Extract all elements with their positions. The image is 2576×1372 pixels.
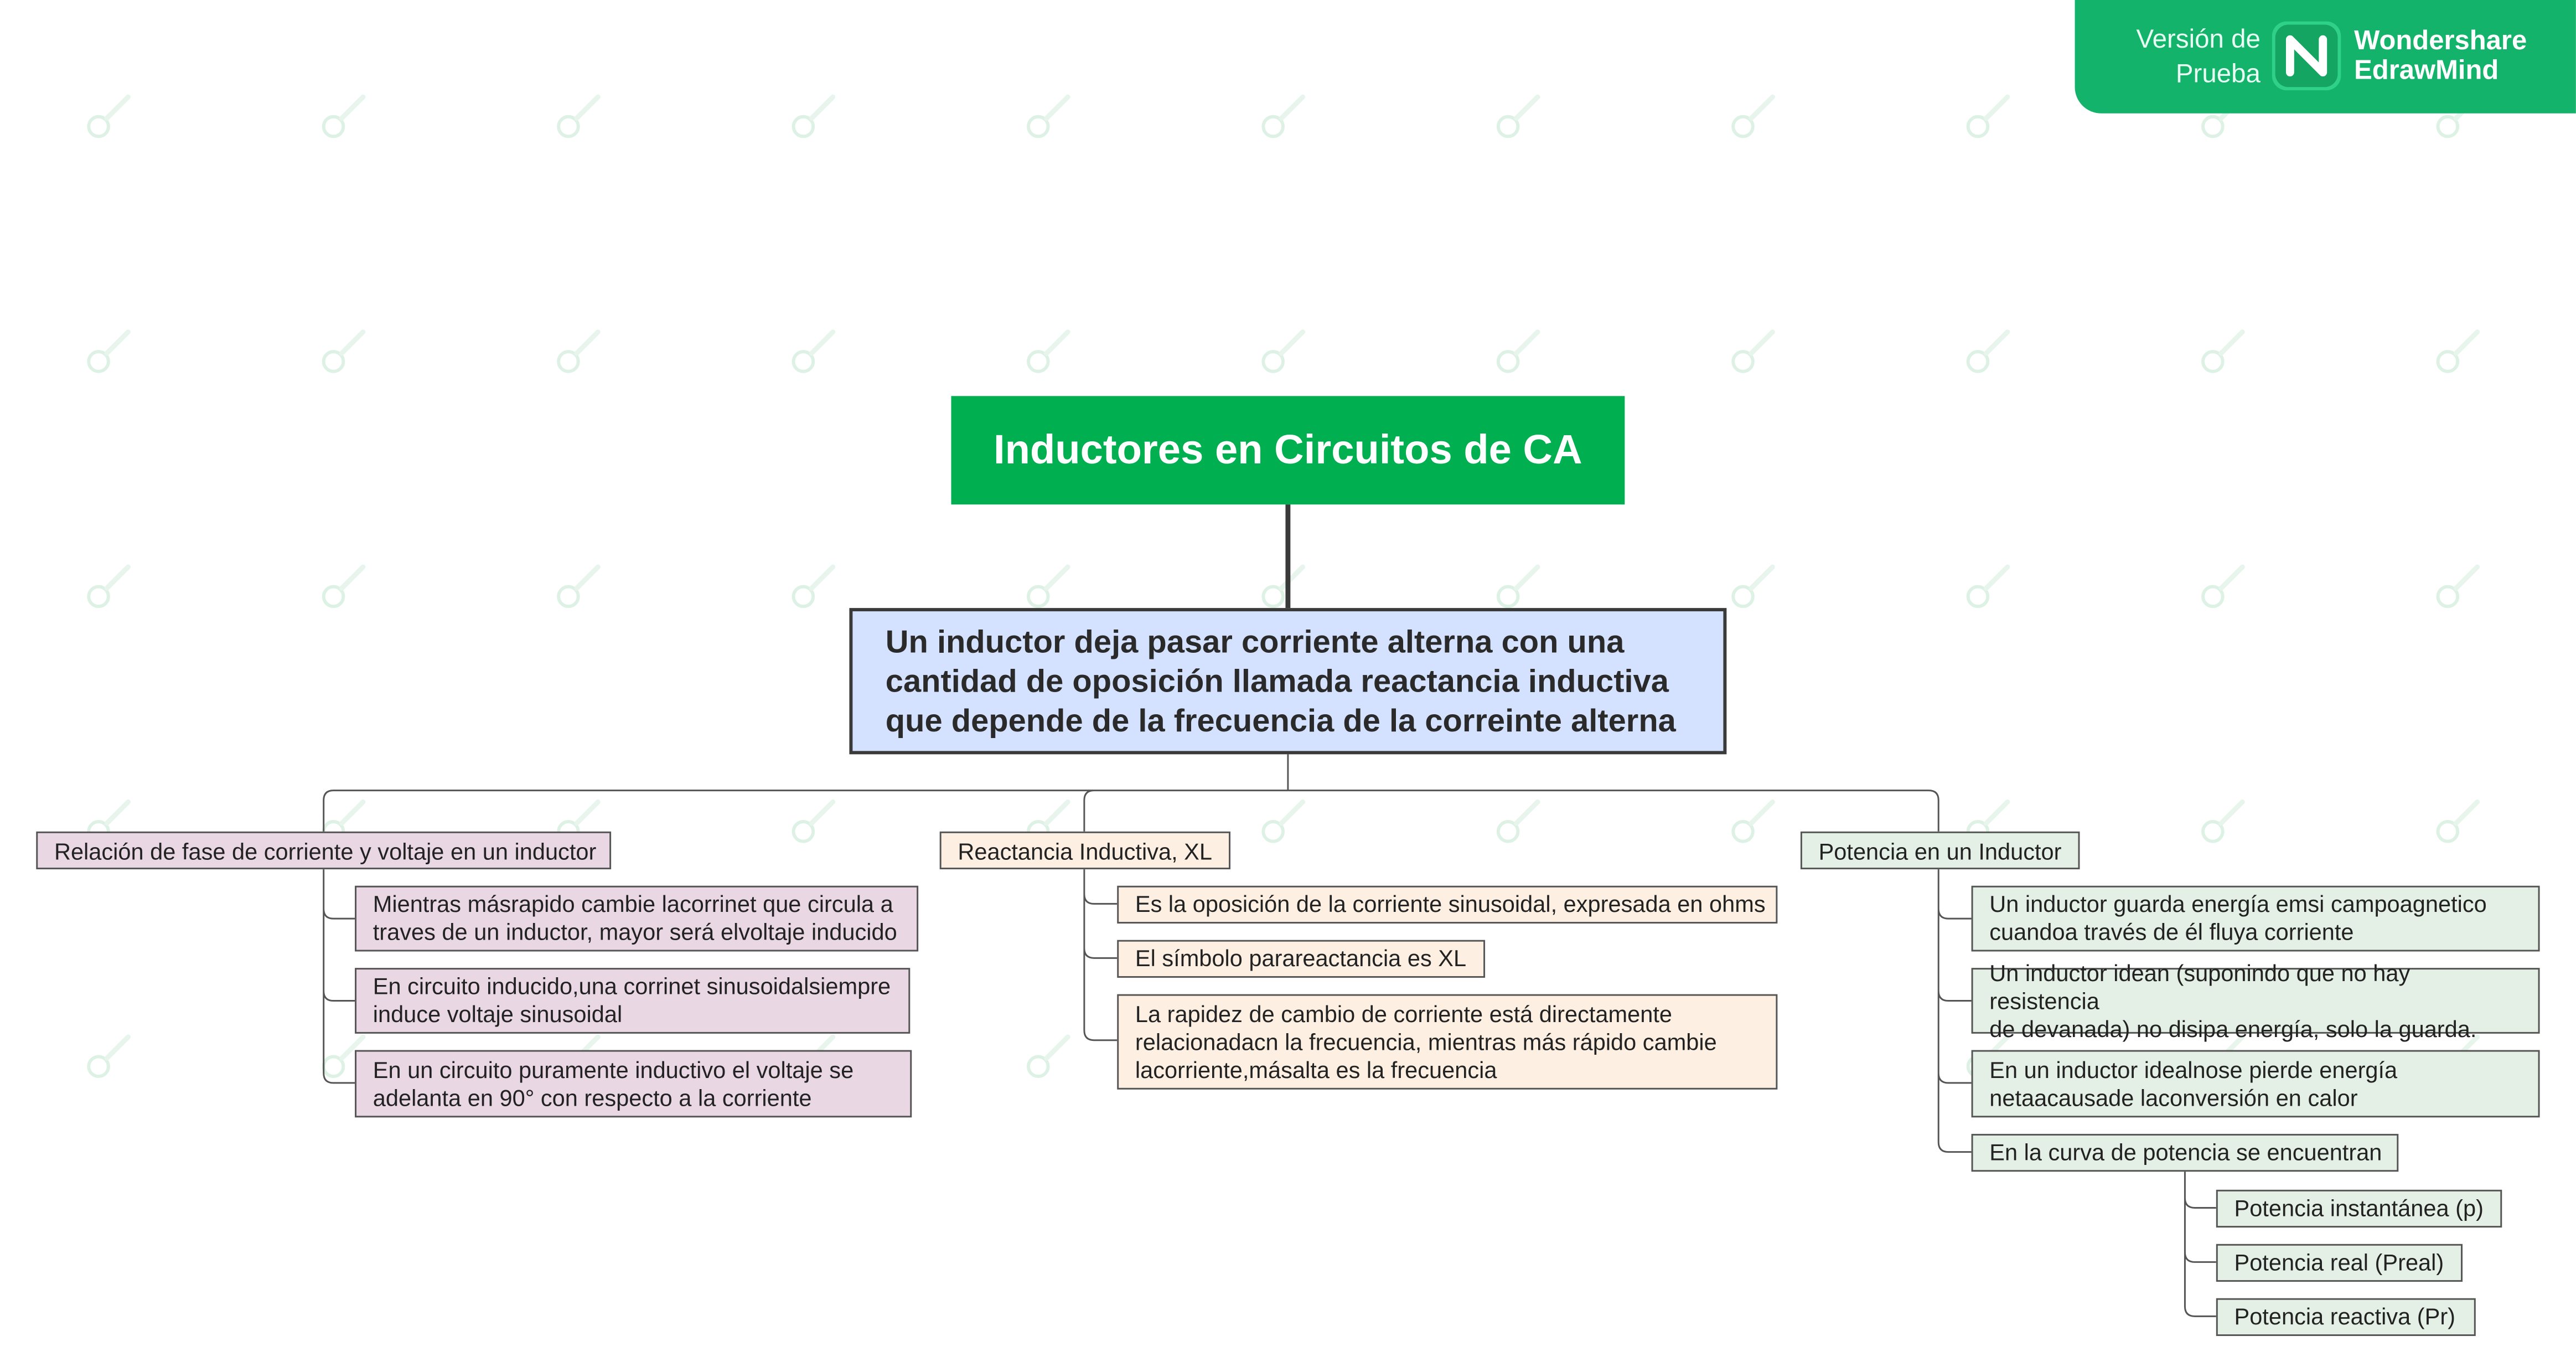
phase-subtopic-2[interactable]: [355, 968, 910, 1034]
subtopic-line: cuandoa través de él fluya corriente: [1989, 919, 2354, 945]
subtopic-line: adelanta en 90° con respecto a la corriente: [373, 1084, 812, 1110]
power-subtopic-1-text: [1989, 891, 2487, 947]
subtopic-line: netaacausade laconversión en calor: [1989, 1084, 2358, 1110]
phase-subtopic-1-text: [373, 891, 897, 947]
branch-bus-line: [324, 754, 1939, 831]
phase-topic[interactable]: [36, 832, 611, 869]
subtopic-line: Un inductor idean (suponindo que no hay resistencia: [1989, 958, 2411, 1013]
brand-name-line: EdrawMind: [2354, 55, 2499, 86]
subtopic-line: induce voltaje sinusoidal: [373, 1000, 623, 1027]
root-title: Inductores en Circuitos de CA: [994, 426, 1582, 473]
subtopic-line: Potencia reactiva (Pr): [2234, 1303, 2456, 1330]
main-idea-line: Un inductor deja pasar corriente alterna con una: [885, 623, 1625, 660]
reactance-topic-label: Reactancia Inductiva, XL: [958, 837, 1213, 864]
subtopic-line: En un circuito puramente inductivo el voltaje se: [373, 1055, 854, 1082]
main-idea-node[interactable]: [849, 608, 1726, 754]
phase-subtopic-3[interactable]: [355, 1050, 912, 1118]
trial-label-line: Prueba: [2175, 60, 2261, 89]
main-idea-text: [886, 622, 1676, 740]
reactance-subtopic-2[interactable]: [1117, 940, 1485, 978]
power-subtopic-2-text: [1989, 959, 2522, 1043]
reactance-topic[interactable]: [940, 832, 1230, 869]
reactance-subtopic-3-text: [1135, 1000, 1717, 1084]
reactance-subtopic-3[interactable]: [1117, 994, 1777, 1090]
reactance-subtopic-1[interactable]: [1117, 886, 1777, 924]
reactance-branch-lines: [1084, 869, 1117, 1040]
power-topic-label: Potencia en un Inductor: [1818, 837, 2062, 864]
brand-name: [2354, 26, 2527, 85]
subtopic-line: Un inductor guarda energía emsi campoagnetico: [1989, 890, 2487, 917]
power-curve-item-real[interactable]: [2216, 1244, 2463, 1282]
main-idea-line: que depende de la frecuencia de la correinte alterna: [885, 702, 1676, 739]
subtopic-line: relacionadacn la frecuencia, mientras más rápido cambie: [1135, 1028, 1717, 1054]
power-curve-lines: [2185, 1170, 2216, 1316]
power-subtopic-3-text: [1989, 1056, 2397, 1112]
subtopic-line: En la curva de potencia se encuentran: [1989, 1138, 2382, 1165]
trial-label: [2104, 23, 2261, 92]
brand-name-line: Wondershare: [2354, 26, 2527, 56]
phase-topic-label: Relación de fase de corriente y voltaje en un inductor: [54, 837, 597, 864]
subtopic-line: Es la oposición de la corriente sinusoidal, expresada en ohms: [1135, 890, 1766, 917]
subtopic-line: traves de un inductor, mayor será elvoltaje inducido: [373, 919, 897, 945]
subtopic-line: Potencia instantánea (p): [2234, 1194, 2484, 1221]
trial-version-badge[interactable]: [2075, 0, 2576, 114]
phase-subtopic-3-text: [373, 1056, 854, 1112]
subtopic-line: En circuito inducido,una corrinet sinusoidalsiempre: [373, 973, 891, 999]
subtopic-line: La rapidez de cambio de corriente está directamente: [1135, 1000, 1673, 1027]
power-subtopic-3[interactable]: [1972, 1050, 2540, 1118]
subtopic-line: En un inductor idealnose pierde energía: [1989, 1055, 2398, 1082]
subtopic-line: El símbolo parareactancia es XL: [1135, 945, 1467, 972]
phase-subtopic-1[interactable]: [355, 886, 918, 952]
power-curve-item-reactive[interactable]: [2216, 1298, 2476, 1336]
power-curve-item-instant[interactable]: [2216, 1190, 2502, 1227]
subtopic-line: Potencia real (Preal): [2234, 1249, 2444, 1276]
root-topic[interactable]: [951, 396, 1625, 504]
power-subtopic-2[interactable]: [1972, 958, 2540, 1041]
subtopic-line: lacorriente,másalta es la frecuencia: [1135, 1055, 1497, 1082]
power-subtopic-4[interactable]: [1972, 1134, 2399, 1172]
phase-branch-lines: [324, 869, 355, 1083]
trial-label-line: Versión de: [2136, 26, 2261, 54]
power-topic[interactable]: [1801, 832, 2080, 869]
power-branch-lines: [1938, 869, 1971, 1152]
subtopic-line: Mientras másrapido cambie lacorrinet que circula a: [373, 890, 893, 917]
power-subtopic-1[interactable]: [1972, 886, 2540, 952]
main-idea-line: cantidad de oposición llamada reactancia inductiva: [885, 663, 1669, 699]
edrawmind-logo-icon: [2272, 22, 2341, 91]
subtopic-line: de devanada) no disipa energía, solo la guarda.: [1989, 1014, 2477, 1041]
phase-subtopic-2-text: [373, 973, 891, 1029]
